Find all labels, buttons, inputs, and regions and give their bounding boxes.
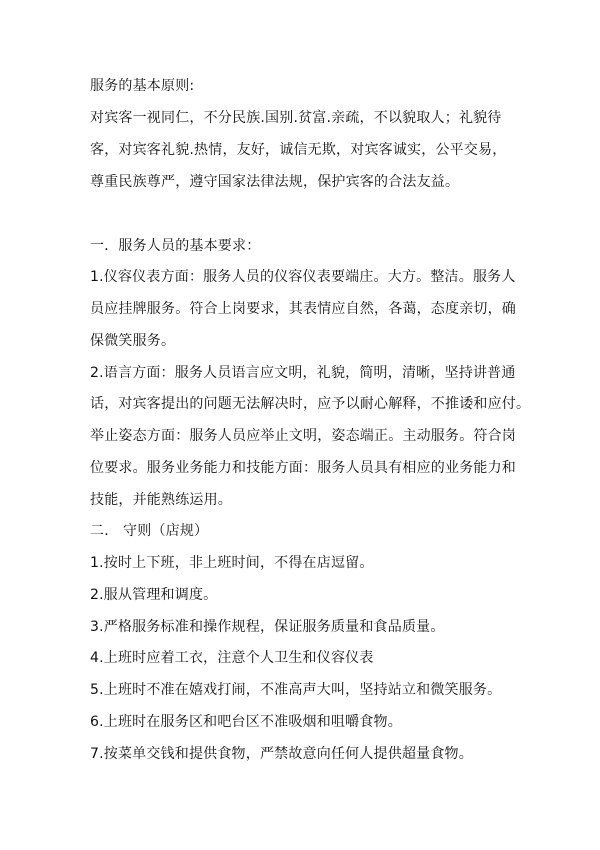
section1-line: 保微笑服务。 (90, 333, 176, 349)
section1-heading: 一．服务人员的基本要求： (90, 238, 261, 254)
section1-line: 话，对宾客提出的问题无法解决时，应予以耐心解释，不推诿和应付。 (90, 396, 531, 412)
rule-item: 5.上班时不准在嬉戏打闹，不准高声大叫，坚持站立和微笑服务。 (90, 682, 502, 698)
section2-heading: 二. 守则（店规） (90, 523, 209, 539)
rule-item: 1.按时上下班，非上班时间，不得在店逗留。 (90, 555, 374, 571)
principles-line: 客，对宾客礼貌.热情，友好，诚信无欺，对宾客诚实，公平交易， (90, 142, 507, 158)
rule-item: 4.上班时应着工衣，注意个人卫生和仪容仪表 (90, 650, 374, 666)
principles-heading: 服务的基本原则: (90, 78, 195, 94)
section1-line: 员应挂牌服务。符合上岗要求，其表情应自然，各蔼，态度亲切，确 (90, 301, 516, 317)
rule-item: 7.按菜单交钱和提供食物，严禁故意向任何人提供超量食物。 (90, 746, 473, 762)
section1-line: 2.语言方面：服务人员语言应文明，礼貌，简明，清晰，坚持讲普通 (90, 365, 516, 381)
principles-line: 尊重民族尊严，遵守国家法律法规，保护宾客的合法友益。 (90, 174, 460, 190)
section1-line: 技能，并能熟练运用。 (90, 492, 232, 508)
rule-item: 6.上班时在服务区和吧台区不准吸烟和咀嚼食物。 (90, 714, 402, 730)
section1-line: 1.仪容仪表方面：服务人员的仪容仪表要端庄。大方。整洁。服务人 (90, 269, 516, 285)
section1-line: 位要求。服务业务能力和技能方面：服务人员具有相应的业务能力和 (90, 460, 516, 476)
section1-line: 举止姿态方面：服务人员应举止文明，姿态端正。主动服务。符合岗 (90, 428, 516, 444)
rule-item: 2.服从管理和调度。 (90, 587, 218, 603)
rule-item: 3.严格服务标准和操作规程，保证服务质量和食品质量。 (90, 619, 445, 635)
principles-line: 对宾客一视同仁，不分民族.国别.贫富.亲疏，不以貌取人；礼貌待 (90, 110, 502, 126)
